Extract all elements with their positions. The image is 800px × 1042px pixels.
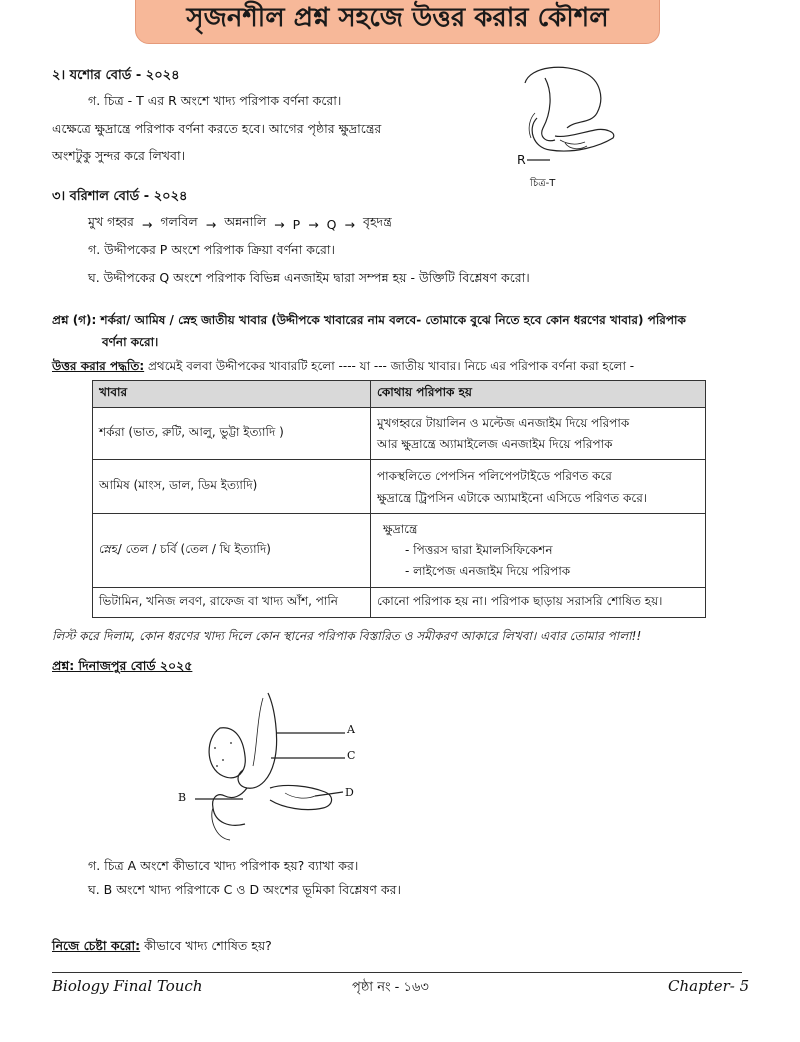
stomach-outline — [542, 78, 555, 141]
try-yourself-label: নিজে চেষ্টা করো: — [52, 938, 141, 953]
arrow-right-icon: → — [274, 216, 285, 232]
digestion-table — [92, 380, 706, 618]
pancreas-outline — [270, 785, 332, 809]
flow-step: গলবিল — [160, 214, 198, 229]
q2-note-line2: অংশটুকু সুন্দর করে লিখবা। — [52, 148, 186, 163]
figure-label-d: D — [345, 786, 354, 799]
question-g-line2: বর্ণনা করো। — [102, 335, 159, 349]
q3-flow — [88, 214, 392, 234]
flow-step: মুখ গহ্বর — [88, 214, 134, 229]
table-cell-where: কোনো পরিপাক হয় না। পরিপাক ছাড়ায় সরাসরি শোষিত হয়। — [371, 588, 706, 618]
flow-step: Q — [326, 216, 337, 232]
arrow-right-icon: → — [344, 216, 355, 232]
cell-line: মুখগহ্বরে টায়ালিন ও মল্টেজ এনজাইম দিয়ে পরিপাক — [377, 415, 630, 430]
question-g-line1: প্রশ্ন (গ): শর্করা/ আমিষ / স্নেহ জাতীয় খাবার (উদ্দীপকে খাবারের নাম বলবে- তোমাকে বুঝে নিতে হবে কোন ধরণের খাবার) পরিপাক — [52, 313, 686, 327]
pointer-d — [315, 792, 343, 796]
arrow-right-icon: → — [141, 216, 153, 232]
table-row — [93, 408, 706, 460]
try-yourself-text: কীভাবে খাদ্য শোষিত হয়? — [140, 938, 272, 953]
q2-heading: ২। যশোর বোর্ড - ২০২৪ — [52, 68, 180, 83]
cell-line: আর ক্ষুদ্রান্ত্রে অ্যামাইলেজ এনজাইম দিয়ে পরিপাক — [377, 436, 613, 451]
cell-line: - পিত্তরস দ্বারা ইমালসিফিকেশন — [405, 543, 553, 557]
q3-question-gh: ঘ. উদ্দীপকের Q অংশে পরিপাক বিভিন্ন এনজাইম দ্বারা সম্পন্ন হয় - উক্তিটি বিশ্লেষণ করো। — [88, 270, 530, 285]
q2-question: গ. চিত্র - T এর R অংশে খাদ্য পরিপাক বর্ণনা করো। — [88, 93, 342, 108]
flow-step: P — [292, 216, 301, 232]
footer-book-title: Biology Final Touch — [52, 977, 203, 995]
footer-divider — [52, 972, 742, 973]
q2-note-line1: এক্ষেত্রে ক্ষুদ্রান্ত্রে পরিপাক বর্ণনা করতে হবে। আগের পৃষ্ঠার ক্ষুদ্রান্ত্রের — [52, 121, 382, 136]
list-note: লিস্ট করে দিলাম, কোন ধরণের খাদ্য দিলে কোন স্থানের পরিপাক বিস্তারিত ও সমীকরণ আকারে লিখবা। এবার তোমার পালা!! — [52, 629, 642, 643]
arrow-right-icon: → — [205, 216, 217, 232]
flow-step: বৃহদন্ত্র — [363, 214, 392, 229]
stomach-outline — [238, 693, 277, 788]
dinajpur-question-gh: ঘ. B অংশে খাদ্য পরিপাকে C ও D অংশের ভূমিকা বিশ্লেষণ কর। — [88, 882, 401, 897]
dinajpur-heading: প্রশ্ন: দিনাজপুর বোর্ড ২০২৫ — [52, 658, 193, 673]
figure-label-a: A — [347, 723, 355, 736]
figure-t-label-r: R — [517, 152, 526, 167]
pancreas-outline — [532, 118, 614, 151]
table-cell-food: আমিষ (মাংস, ডাল, ডিম ইত্যাদি) — [93, 460, 371, 514]
cell-line: পাকস্থলিতে পেপসিন পলিপেপটাইডে পরিণত করে — [377, 468, 612, 483]
table-row — [93, 460, 706, 514]
answer-method — [52, 358, 634, 378]
q3-question-g: গ. উদ্দীপকের P অংশে পরিপাক ক্রিয়া বর্ণনা করো। — [88, 242, 335, 257]
table-cell-food: স্নেহ/ তেল / চর্বি (তেল / ঘি ইত্যাদি) — [93, 514, 371, 588]
table-cell-where — [371, 460, 706, 514]
answer-method-label: উত্তর করার পদ্ধতি: — [52, 359, 145, 373]
small-intestine — [213, 788, 247, 825]
cell-line: ক্ষুদ্রান্ত্রে — [383, 522, 418, 536]
banner-title: সৃজনশীল প্রশ্ন সহজে উত্তর করার কৌশল — [186, 3, 609, 33]
try-yourself — [52, 938, 272, 958]
arrow-right-icon: → — [308, 216, 319, 232]
digestive-figure-abcd — [175, 688, 375, 848]
table-cell-food: শর্করা (ভাত, রুটি, আলু, ভুট্টা ইত্যাদি ) — [93, 408, 371, 460]
digestive-figure-t — [505, 58, 625, 188]
table-header-row — [93, 381, 706, 408]
table-cell-food: ভিটামিন, খনিজ লবণ, রাফেজ বা খাদ্য আঁশ, পানি — [93, 588, 371, 618]
cell-line: - লাইপেজ এনজাইম দিয়ে পরিপাক — [405, 564, 571, 578]
figure-label-c: C — [347, 749, 356, 762]
q3-heading: ৩। বরিশাল বোর্ড - ২০২৪ — [52, 189, 188, 204]
page-banner — [135, 0, 660, 44]
figure-t-caption: চিত্র-T — [530, 178, 556, 189]
cell-line: ক্ষুদ্রান্ত্রে ট্রিপসিন এটাকে অ্যামাইনো এসিডে পরিণত করে। — [377, 490, 648, 505]
table-cell-where — [371, 408, 706, 460]
table-row — [93, 514, 706, 588]
table-header-food: খাবার — [93, 381, 371, 408]
footer-page-number: পৃষ্ঠা নং - ১৬৩ — [352, 980, 429, 995]
table-row — [93, 588, 706, 618]
figure-label-b: B — [178, 791, 187, 804]
liver-left-lobe — [209, 728, 245, 778]
flow-step: অন্ননালি — [224, 214, 267, 229]
answer-method-text: প্রথমেই বলবা উদ্দীপকের খাবারটি হলো ---- যা --- জাতীয় খাবার। নিচে এর পরিপাক বর্ণনা করা হলো - — [144, 359, 635, 373]
footer-chapter: Chapter- 5 — [668, 977, 750, 995]
dinajpur-question-g: গ. চিত্র A অংশে কীভাবে খাদ্য পরিপাক হয়? ব্যাখা কর। — [88, 858, 359, 873]
table-cell-where — [371, 514, 706, 588]
table-header-where: কোথায় পরিপাক হয় — [371, 381, 706, 408]
